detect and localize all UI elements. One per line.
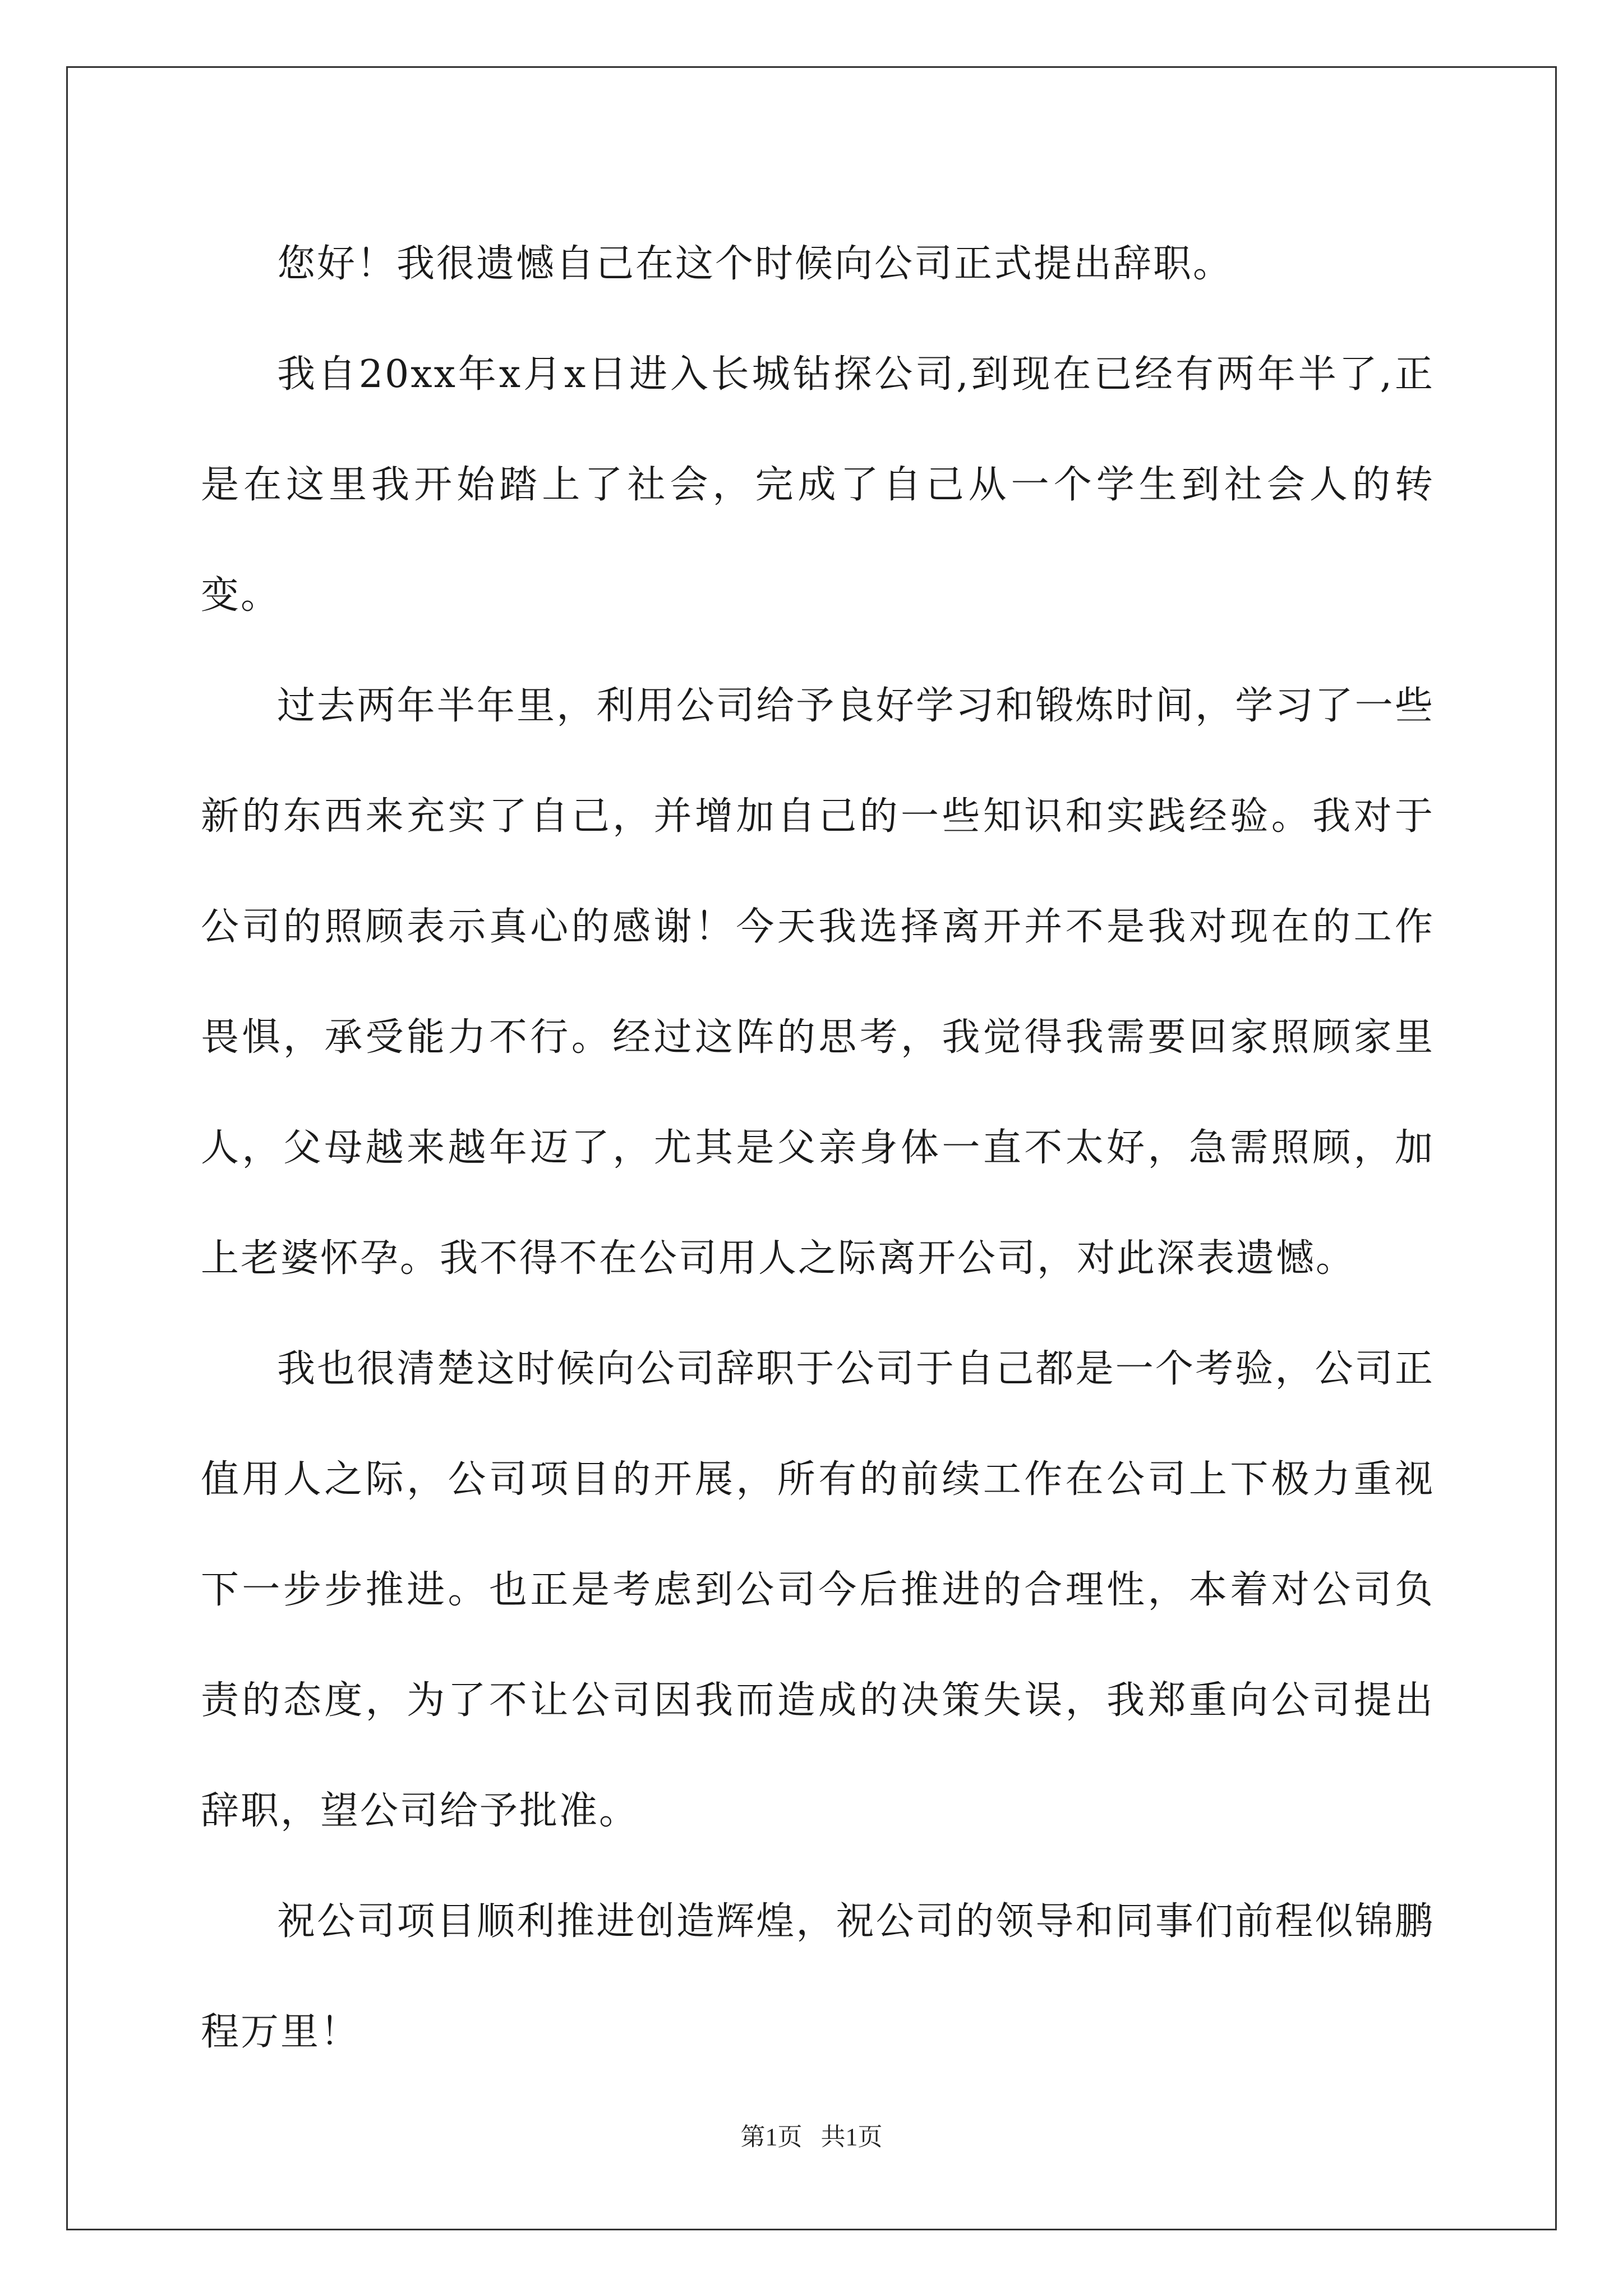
page-total: 共1页 [820,2123,883,2151]
page-number: 第1页 [740,2123,803,2151]
paragraph-reason: 过去两年半年里，利用公司给予良好学习和锻炼时间，学习了一些新的东西来充实了自己，并增加自己的一些知识和实践经验。我对于公司的照顾表示真心的感谢！今天我选择离开并不是我对现在的工作畏惧，承受能力不行。经过这阵的思考，我觉得我需要回家照顾家里人，父母越来越年迈了，尤其是父亲身体一直不太好，急需照顾，加上老婆怀孕。我不得不在公司用人之际离开公司，对此深表遗憾。 [201,684,1435,1281]
footer-gap [803,2123,821,2151]
paragraph-employment-history: 我自20xx年x月x日进入长城钻探公司,到现在已经有两年半了,正是在这里我开始踏上了社会，完成了自己从一个学生到社会人的转变。 [201,352,1435,618]
paragraph-closing: 祝公司项目顺利推进创造辉煌，祝公司的领导和同事们前程似锦鹏程万里！ [201,1899,1435,2054]
page-footer [0,2120,1623,2154]
paragraph-greeting: 您好！我很遗憾自己在这个时候向公司正式提出辞职。 [277,242,1233,286]
letter-body [201,209,1435,2087]
paragraph-request: 我也很清楚这时候向公司辞职于公司于自己都是一个考验，公司正值用人之际，公司项目的开展，所有的前续工作在公司上下极力重视下一步步推进。也正是考虑到公司今后推进的合理性，本着对公司负责的态度，为了不让公司因我而造成的决策失误，我郑重向公司提出辞职，望公司给予批准。 [201,1347,1435,1833]
